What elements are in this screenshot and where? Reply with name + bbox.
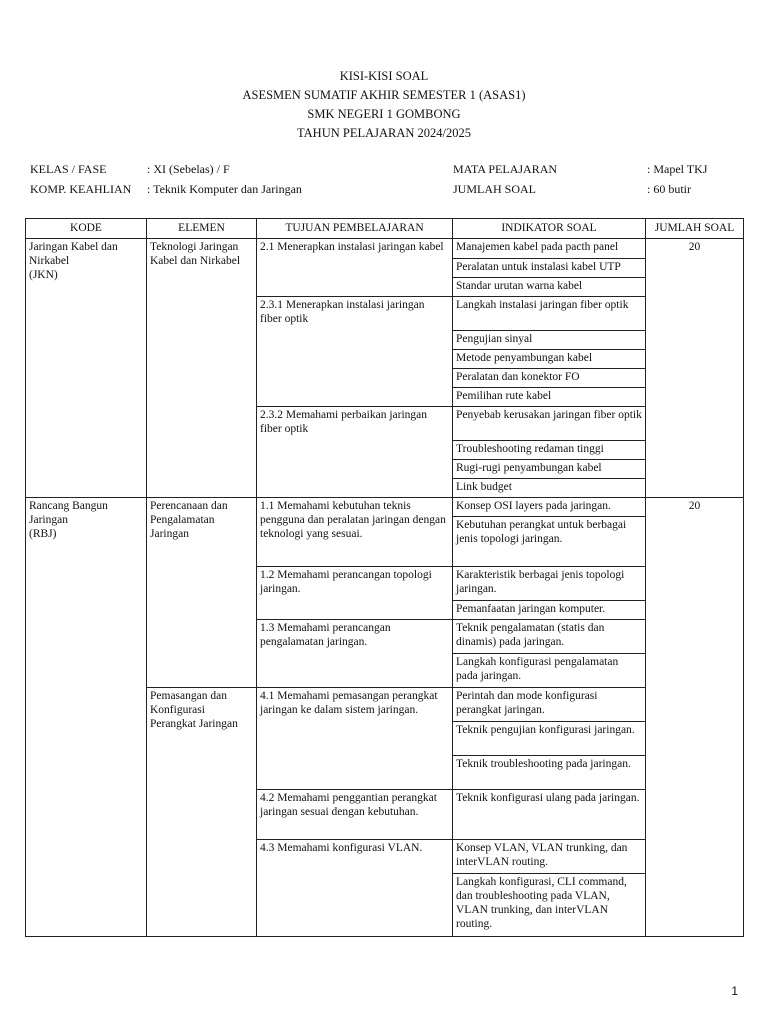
indikator-cell: Pengujian sinyal [453, 331, 646, 350]
indikator-cell: Pemanfaatan jaringan komputer. [453, 601, 646, 620]
jumlah-cell: 20 [646, 239, 744, 498]
tujuan-cell: 4.1 Memahami pemasangan perangkat jaringan ke dalam sistem jaringan. [257, 688, 453, 790]
header-tujuan: TUJUAN PEMBELAJARAN [257, 219, 453, 239]
document-info [30, 162, 730, 202]
indikator-cell: Troubleshooting redaman tinggi [453, 441, 646, 460]
header-elemen: ELEMEN [147, 219, 257, 239]
indikator-cell: Penyebab kerusakan jaringan fiber optik [453, 407, 646, 441]
tujuan-cell: 4.2 Memahami penggantian perangkat jaringan sesuai dengan kebutuhan. [257, 790, 453, 840]
indikator-cell: Langkah konfigurasi pengalamatan pada jaringan. [453, 654, 646, 688]
elemen-cell: Teknologi Jaringan Kabel dan Nirkabel [147, 239, 257, 498]
header-jumlah: JUMLAH SOAL [646, 219, 744, 239]
tujuan-cell: 2.3.1 Menerapkan instalasi jaringan fiber optik [257, 297, 453, 407]
indikator-cell: Rugi-rugi penyambungan kabel [453, 460, 646, 479]
assessment-name: ASESMEN SUMATIF AKHIR SEMESTER 1 (ASAS1) [242, 88, 526, 102]
kode-abbr: (JKN) [29, 269, 58, 281]
komp-label: KOMP. KEAHLIAN [30, 182, 132, 196]
tujuan-cell: 1.2 Memahami perancangan topologi jaringan. [257, 567, 453, 620]
indikator-cell: Manajemen kabel pada pacth panel [453, 239, 646, 259]
tujuan-cell: 2.3.2 Memahami perbaikan jaringan fiber optik [257, 407, 453, 498]
mapel-label: MATA PELAJARAN [453, 162, 558, 176]
indikator-cell: Peralatan dan konektor FO [453, 369, 646, 388]
tujuan-cell: 4.3 Memahami konfigurasi VLAN. [257, 840, 453, 937]
doc-title: KISI-KISI SOAL [339, 69, 429, 83]
indikator-cell: Teknik pengalamatan (statis dan dinamis) pada jaringan. [453, 620, 646, 654]
kode-name: Jaringan Kabel dan Nirkabel [29, 241, 118, 267]
school-name: SMK NEGERI 1 GOMBONG [307, 107, 461, 121]
indikator-cell: Metode penyambungan kabel [453, 350, 646, 369]
jumlah-label: JUMLAH SOAL [453, 182, 537, 196]
table-row [26, 498, 744, 517]
indikator-cell: Konsep VLAN, VLAN trunking, dan interVLAN routing. [453, 840, 646, 874]
komp-value: : Teknik Komputer dan Jaringan [147, 182, 302, 196]
indikator-cell: Perintah dan mode konfigurasi perangkat jaringan. [453, 688, 646, 722]
jumlah-value: : 60 butir [647, 182, 691, 196]
indikator-cell: Karakteristik berbagai jenis topologi jaringan. [453, 567, 646, 601]
kelas-value: : XI (Sebelas) / F [147, 162, 230, 176]
kode-name: Rancang Bangun Jaringan [29, 500, 108, 526]
tujuan-cell: 1.3 Memahami perancangan pengalamatan jaringan. [257, 620, 453, 688]
header-indikator: INDIKATOR SOAL [453, 219, 646, 239]
jumlah-cell: 20 [646, 498, 744, 937]
indikator-cell: Standar urutan warna kabel [453, 278, 646, 297]
indikator-cell: Kebutuhan perangkat untuk berbagai jenis topologi jaringan. [453, 517, 646, 567]
document-header [0, 67, 768, 143]
kode-cell [26, 498, 147, 937]
indikator-cell: Link budget [453, 479, 646, 498]
academic-year: TAHUN PELAJARAN 2024/2025 [297, 126, 471, 140]
indikator-cell: Peralatan untuk instalasi kabel UTP [453, 259, 646, 278]
indikator-cell: Teknik troubleshooting pada jaringan. [453, 756, 646, 790]
header-kode: KODE [26, 219, 147, 239]
table-header-row [26, 219, 744, 239]
indikator-cell: Langkah konfigurasi, CLI command, dan troubleshooting pada VLAN, VLAN trunking, dan interVLAN routing. [453, 874, 646, 937]
kode-abbr: (RBJ) [29, 528, 57, 540]
page-number: 1 [731, 984, 738, 998]
indikator-cell: Pemilihan rute kabel [453, 388, 646, 407]
indikator-cell: Langkah instalasi jaringan fiber optik [453, 297, 646, 331]
mapel-value: : Mapel TKJ [647, 162, 708, 176]
kode-cell [26, 239, 147, 498]
kelas-label: KELAS / FASE [30, 162, 107, 176]
indikator-cell: Teknik konfigurasi ulang pada jaringan. [453, 790, 646, 840]
indikator-cell: Konsep OSI layers pada jaringan. [453, 498, 646, 517]
tujuan-cell: 1.1 Memahami kebutuhan teknis pengguna dan peralatan jaringan dengan teknologi yang sesuai. [257, 498, 453, 567]
tujuan-cell: 2.1 Menerapkan instalasi jaringan kabel [257, 239, 453, 297]
kisi-kisi-table [25, 218, 744, 937]
elemen-cell: Perencanaan dan Pengalamatan Jaringan [147, 498, 257, 688]
elemen-cell: Pemasangan dan Konfigurasi Perangkat Jaringan [147, 688, 257, 937]
indikator-cell: Teknik pengujian konfigurasi jaringan. [453, 722, 646, 756]
table-row [26, 239, 744, 259]
